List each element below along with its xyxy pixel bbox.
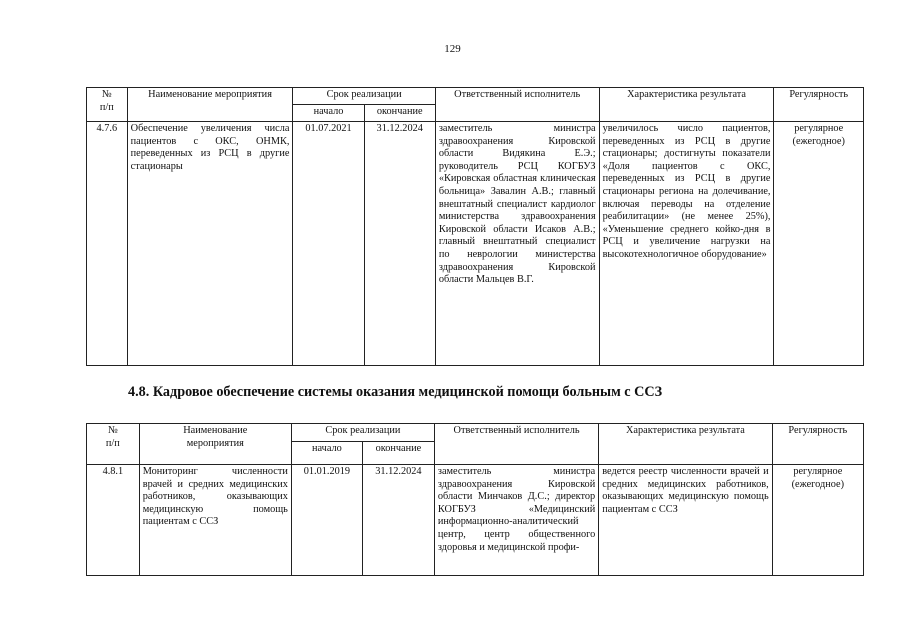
table-row	[87, 465, 864, 576]
table-header-row	[87, 424, 864, 442]
header-responsible: Ответственный исполнитель	[434, 424, 598, 465]
row-result: увеличилось число пациентов, переведенных из РСЦ в другие стационары; достигнуты показатели «Доля пациентов с ОКС, переведенных из РСЦ в другие стационары региона на долечивание, включая переводы на отделение реабилитации» (не менее 25%), «Уменьшение среднего койко-дня в РСЦ и увеличение нагрузки на высокотехнологичное оборудование»	[599, 122, 774, 366]
page-number: 129	[444, 43, 461, 55]
row-end: 31.12.2024	[364, 122, 435, 366]
header-term: Срок реализации	[291, 424, 434, 442]
header-num: № п/п	[87, 424, 140, 465]
table-measures-4-7	[86, 87, 864, 366]
header-result: Характеристика результата	[599, 424, 772, 465]
header-name: Наименование мероприятия	[139, 424, 291, 465]
table-header-row	[87, 88, 864, 105]
header-start: начало	[293, 105, 364, 122]
header-name: Наименование мероприятия	[127, 88, 293, 122]
row-start: 01.01.2019	[291, 465, 362, 576]
row-responsible: заместитель министра здравоохранения Кировской области Видякина Е.Э.; руководитель РСЦ КОГБУЗ «Кировская областная клиническая больница» Завалин А.В.; главный внештатный специалист кардиолог министерства здравоохранения Кировской области Исаков А.В.; главный внештатный специалист по неврологии министерства здравоохранения Кировской области Мальцев В.Г.	[435, 122, 599, 366]
row-name: Обеспечение увеличения числа пациентов с ОКС, ОНМК, переведенных из РСЦ в другие стационары	[127, 122, 293, 366]
header-num: № п/п	[87, 88, 128, 122]
row-num: 4.8.1	[87, 465, 140, 576]
row-end: 31.12.2024	[362, 465, 434, 576]
table-measures-4-8	[86, 423, 864, 576]
row-start: 01.07.2021	[293, 122, 364, 366]
row-num: 4.7.6	[87, 122, 128, 366]
header-regularity: Регулярность	[772, 424, 863, 465]
header-end: окончание	[362, 441, 434, 464]
row-result: ведется реестр численности врачей и средних медицинских работников, оказывающих медицинскую помощь пациентам с ССЗ	[599, 465, 772, 576]
section-title: 4.8. Кадровое обеспечение системы оказания медицинской помощи больным с ССЗ	[128, 384, 663, 400]
header-regularity: Регулярность	[774, 88, 864, 122]
header-responsible: Ответственный исполнитель	[435, 88, 599, 122]
table-row	[87, 122, 864, 366]
row-regularity: регулярное (ежегодное)	[774, 122, 864, 366]
row-responsible: заместитель министра здравоохранения Кировской области Минчаков Д.С.; директор КОГБУЗ «Медицинский информационно-аналитический центр, центр общественного здоровья и медицинской профи-	[434, 465, 598, 576]
row-regularity: регулярное (ежегодное)	[772, 465, 863, 576]
header-end: окончание	[364, 105, 435, 122]
row-name: Мониторинг численности врачей и средних медицинских работников, оказывающих медицинскую помощь пациентам с ССЗ	[139, 465, 291, 576]
header-result: Характеристика результата	[599, 88, 774, 122]
header-start: начало	[291, 441, 362, 464]
header-term: Срок реализации	[293, 88, 435, 105]
